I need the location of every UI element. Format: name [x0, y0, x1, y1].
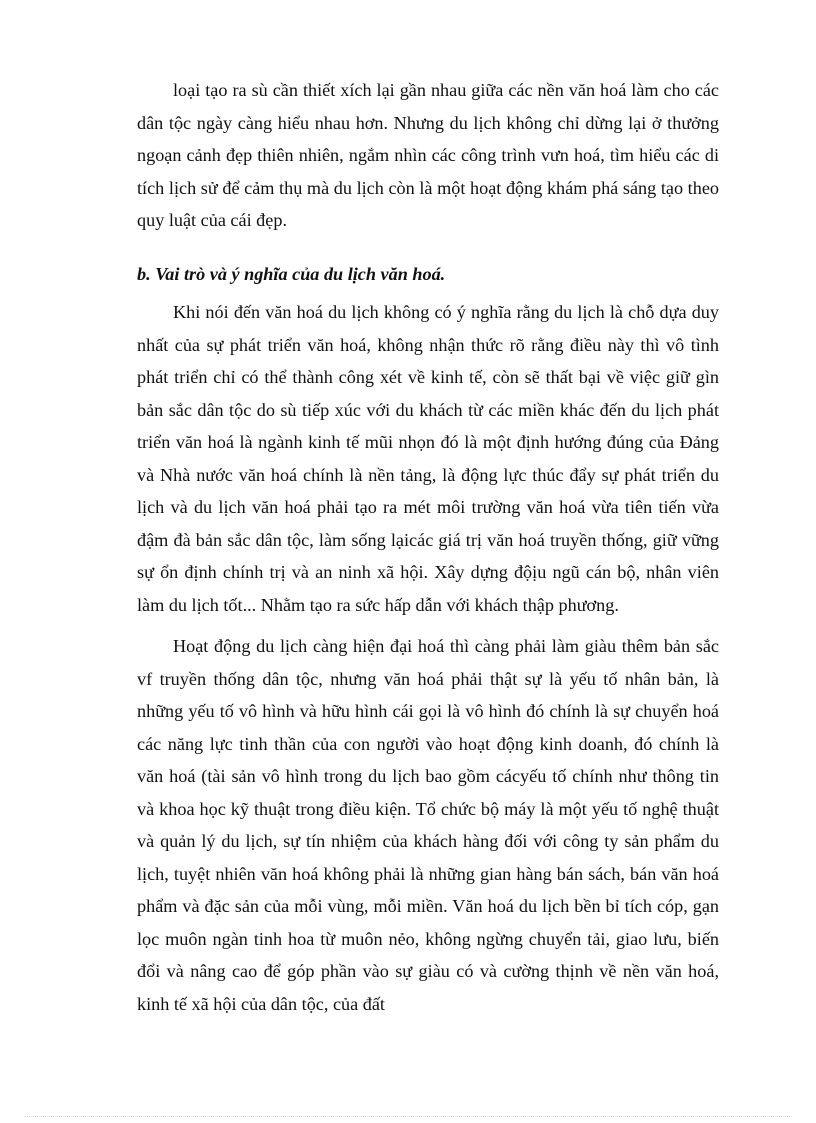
- paragraph-intro: loại tạo ra sù cần thiết xích lại gần nhau giữa các nền văn hoá làm cho các dân tộc ngày càng hiểu nhau hơn. Nhưng du lịch không chỉ dừng lại ở thưởng ngoạn cảnh đẹp thiên nhiên, ngắm nhìn các công trình vưn hoá, tìm hiểu các di tích lịch sử để cảm thụ mà du lịch còn là một hoạt động khám phá sáng tạo theo quy luật của cái đẹp.: [137, 80, 719, 230]
- spacer: [137, 621, 719, 630]
- paragraph-role: Khi nói đến văn hoá du lịch không có ý nghĩa rằng du lịch là chỗ dựa duy nhất của sự phát triển văn hoá, không nhận thức rõ rằng điều này thì vô tình phát triển chỉ có thể thành công xét về kinh tế, còn sẽ thất bại về việc giữ gìn bản sắc dân tộc do sù tiếp xúc với du khách từ các miền khác đến du lịch phát triển văn hoá là ngành kinh tế mũi nhọn đó là một định hướng đúng của Đảng và Nhà nước văn hoá chính là nền tảng, là động lực thúc đẩy sự phát triển du lịch và du lịch văn hoá phải tạo ra mét môi trường văn hoá vừa tiên tiến vừa đậm đà bản sắc dân tộc, làm sống lạicác giá trị văn hoá truyền thống, giữ vững sự ổn định chính trị và an ninh xã hội. Xây dựng độịu ngũ cán bộ, nhân viên làm du lịch tốt... Nhằm tạo ra sức hấp dẫn với khách thập phương.: [137, 302, 719, 615]
- document-body: [137, 74, 719, 1020]
- section-heading: b. Vai trò và ý nghĩa của du lịch văn hoá.: [137, 263, 446, 284]
- spacer: [137, 237, 719, 246]
- page-footer-divider: [24, 1116, 792, 1117]
- paragraph-activity: Hoạt động du lịch càng hiện đại hoá thì càng phải làm giàu thêm bản sắc vf truyền thống dân tộc, nhưng văn hoá phải thật sự là yếu tố nhân bản, là những yếu tố vô hình và hữu hình cái gọi là vô hình đó chính là sự chuyển hoá các năng lực tinh thần của con người vào hoạt động kinh doanh, đó chính là văn hoá (tài sản vô hình trong du lịch bao gồm cácyếu tố chính như thông tin và khoa học kỹ thuật trong điều kiện. Tổ chức bộ máy là một yếu tố nghệ thuật và quản lý du lịch, sự tín nhiệm của khách hàng đối với công ty sản phẩm du lịch, tuyệt nhiên văn hoá không phải là những gian hàng bán sách, bán văn hoá phẩm và đặc sản của mỗi vùng, mỗi miền. Văn hoá du lịch bền bỉ tích cóp, gạn lọc muôn ngàn tinh hoa từ muôn nẻo, không ngừng chuyển tải, giao lưu, biến đổi và nâng cao để góp phần vào sự giàu có và cường thịnh về nền văn hoá, kinh tế xã hội của dân tộc, của đất: [137, 636, 719, 1014]
